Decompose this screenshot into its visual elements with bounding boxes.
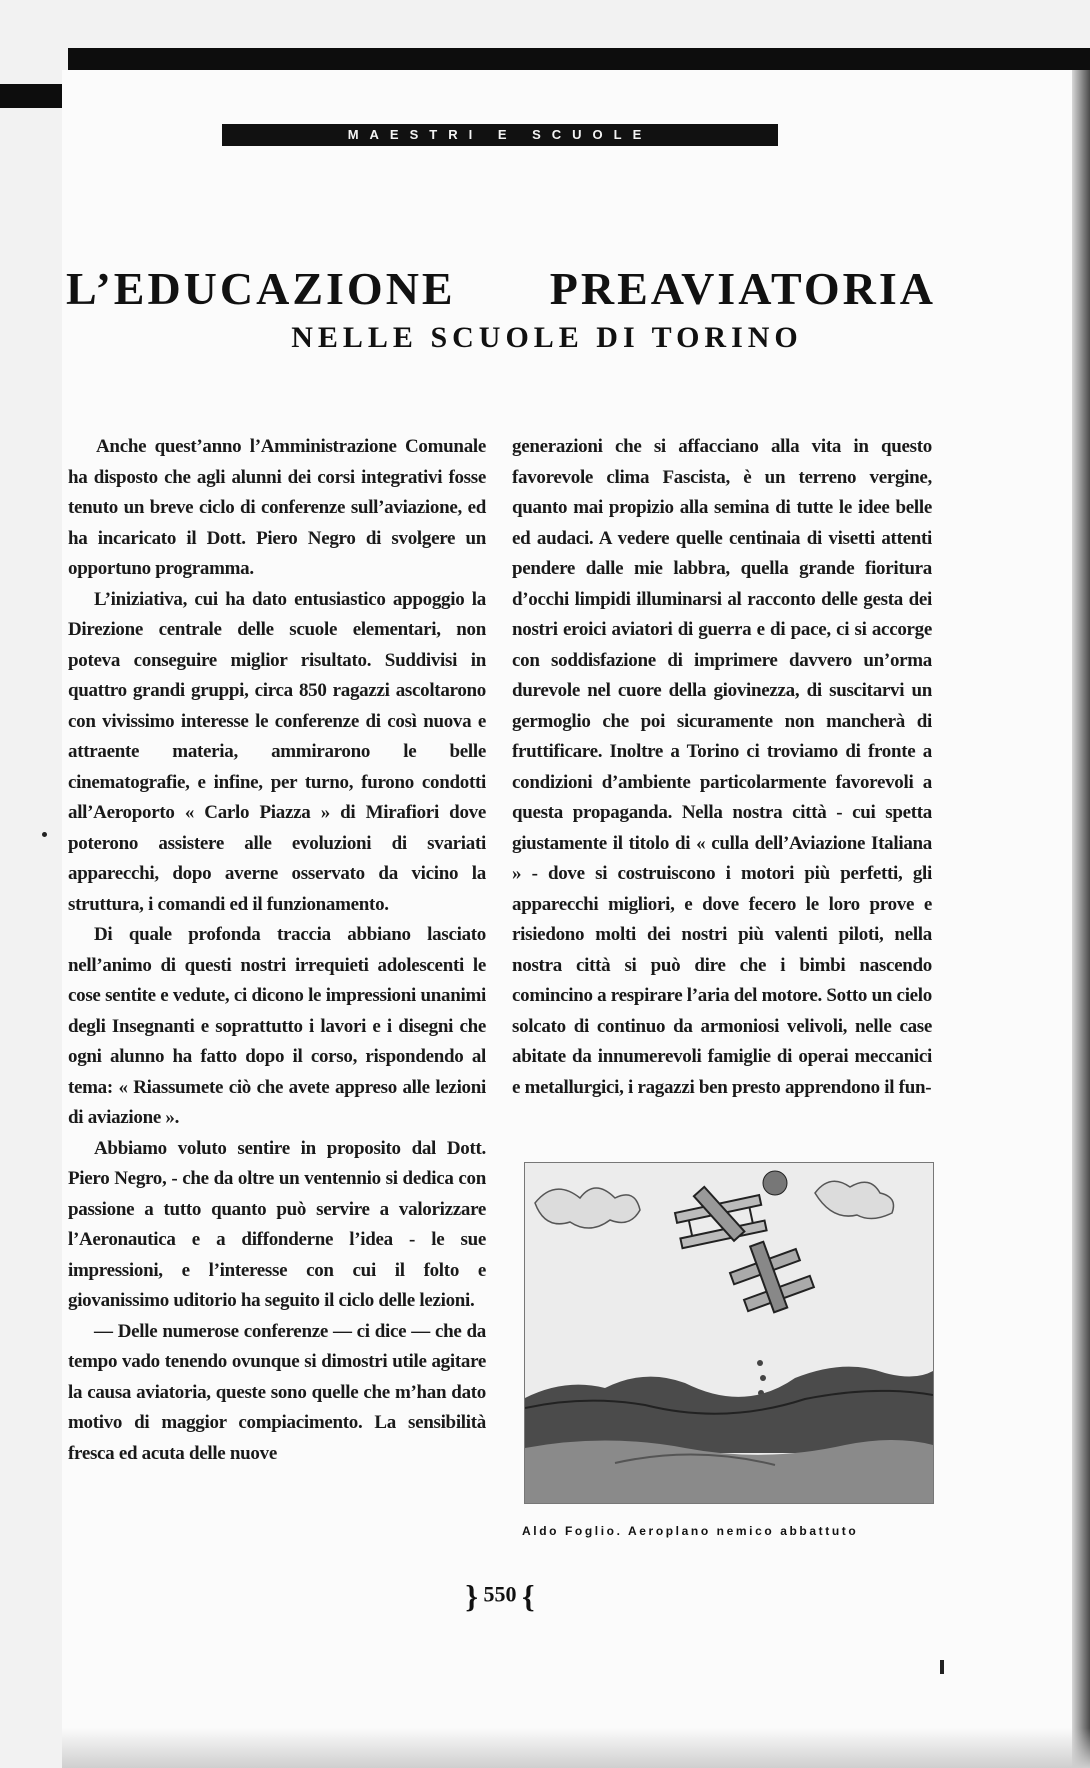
- child-drawing-illustration: [524, 1162, 934, 1504]
- article-subtitle: NELLE SCUOLE DI TORINO: [291, 321, 803, 354]
- page-edge-shadow: [1072, 70, 1090, 1768]
- top-bar-notch: [0, 48, 68, 84]
- article-title-right: PREAVIATORIA: [549, 263, 936, 314]
- page-bottom-shadow: [62, 1728, 1090, 1768]
- left-paragraph-2: L’iniziativa, cui ha dato entusiastico appoggio la Direzione centrale delle scuole elementari, non poteva conseguire miglior risultato. Suddivisi in quattro grandi gruppi, circa 850 ragazzi ascoltarono con vivissimo interesse le conferenze di così nuova e attraente materia, ammirarono le belle cinematografie, e infine, per turno, furono condotti all’Aeroporto « Carlo Piazza » di Mirafiori dove poterono assistere alle evoluzioni di svariati apparecchi, dopo averne osservato da vicino la struttura, i comandi ed il funzionamento.: [68, 588, 486, 915]
- left-paragraph-3: Di quale profonda traccia abbiano lasciato nell’animo di questi nostri irrequieti adolescenti le cose sentite e vedute, ci dicono le impressioni unanimi degli Insegnanti e soprattutto i lavori e i disegni che ogni alunno ha fatto dopo il corso, rispondendo al tema: « Riassumete ciò che avete appreso alle lezioni di aviazione ».: [68, 924, 486, 1128]
- airplane-drawing-image: [525, 1163, 933, 1503]
- margin-mark: [940, 1660, 944, 1674]
- article-title: [66, 262, 936, 316]
- section-header-banner: [222, 124, 778, 146]
- right-column: [512, 432, 932, 1103]
- article-title-left: L’EDUCAZIONE: [66, 263, 456, 314]
- left-paragraph-5: — Delle numerose conferenze — ci dice — che da tempo vado tenendo ovunque si dimostri utile agitare la causa aviatoria, queste sono quelle che m’han dato motivo di maggior compiacimento. La sensibilità fresca ed acuta delle nuove: [68, 1320, 486, 1464]
- illustration-caption: Aldo Foglio. Aeroplano nemico abbattuto: [522, 1524, 859, 1538]
- left-paragraph-1: Anche quest’anno l’Amministrazione Comunale ha disposto che agli alunni dei corsi integrativi fosse tenuto un breve ciclo di conferenze sull’aviazione, ed ha incaricato il Dott. Piero Negro di svolgere un opportuno programma.: [68, 436, 486, 579]
- section-header-label: MAESTRI E SCUOLE: [347, 127, 653, 142]
- left-paragraph-4: Abbiamo voluto sentire in proposito dal Dott. Piero Negro, - che da oltre un ventennio si dedica con passione a tutto quanto può servire a valorizzare l’Aeronautica e a diffonderne l’idea - le sue impressioni, e l’interesse con cui il folto e giovanissimo uditorio ha seguito il ciclo delle lezioni.: [68, 1137, 486, 1311]
- page-number-brace-right: {: [522, 1578, 535, 1614]
- right-paragraph-1: generazioni che si affacciano alla vita in questo favorevole clima Fascista, è un terreno vergine, quanto mai propizio alla semina di tutte le idee belle ed audaci. A vedere quelle centinaia di visetti attenti pendere dalle mie labbra, quella grande fioritura d’occhi limpidi illuminarsi al racconto delle gesta dei nostri eroici aviatori di guerra e di pace, ci si accorge con soddisfazione di imprimere davvero un’orma durevole nel cuore della giovinezza, di suscitarvi un germoglio che poi sicuramente non mancherà di fruttificare. Inoltre a Torino ci troviamo di fronte a condizioni d’ambiente particolarmente favorevoli a questa propaganda. Nella nostra città - cui spetta giustamente il titolo di « culla dell’Aviazione Italiana » - dove si costruiscono i motori più perfetti, gli apparecchi migliori, e dove fecero le loro prove e risiedono molti dei nostri più valenti piloti, nella nostra città si può dire che i bimbi nascendo comincino a respirare l’aria del motore. Sotto un cielo solcato di continuo da armoniosi velivoli, nelle case abitate da innumerevoli famiglie di operai meccanici e metallurgici, i ragazzi ben presto apprendono il fun-: [512, 436, 932, 1098]
- page-number: [440, 1578, 560, 1615]
- left-column: [68, 432, 486, 1469]
- margin-dot: [42, 832, 47, 837]
- page-number-brace-left: }: [465, 1578, 478, 1614]
- page-number-value: 550: [483, 1581, 517, 1607]
